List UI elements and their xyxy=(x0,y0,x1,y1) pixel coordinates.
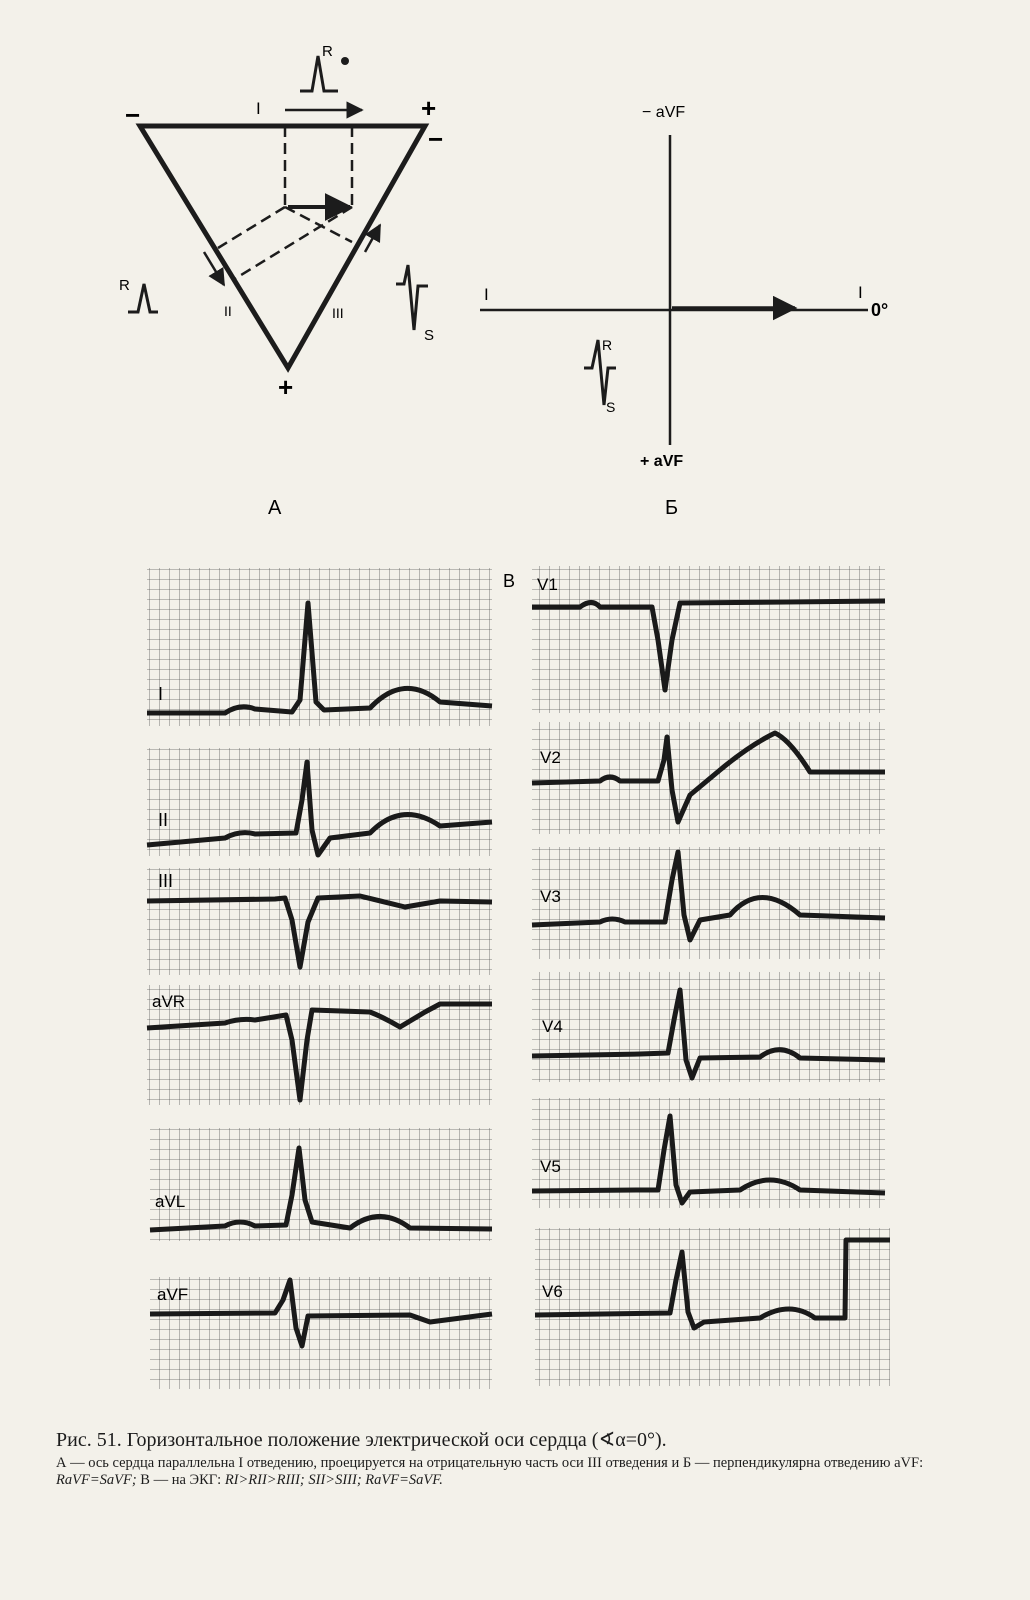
lead-V3-strip xyxy=(532,847,885,959)
lead-aVL-strip xyxy=(150,1128,492,1241)
lead-V5-strip-label: V5 xyxy=(540,1157,561,1176)
lead-V5-strip xyxy=(532,1098,885,1208)
lead-II-strip-label: II xyxy=(158,810,169,830)
chest-leads xyxy=(503,566,890,1386)
plus-bottom-label: + xyxy=(278,372,294,402)
panel-b-label: Б xyxy=(665,497,679,519)
lead-III-strip-label: III xyxy=(158,871,174,891)
minus-left-label: − xyxy=(125,100,141,130)
limb-leads xyxy=(147,568,492,1389)
lead-II-complex xyxy=(119,277,158,312)
caption-text-2: В — на ЭКГ: xyxy=(140,1472,222,1488)
caption-title: Рис. 51. Горизонтальное положение электрической оси сердца (∢α=0°). xyxy=(56,1429,667,1451)
projection-lines xyxy=(218,126,352,280)
lead-V1-strip-label: V1 xyxy=(537,575,558,594)
caption-eq-4: RaVF=SaVF. xyxy=(365,1472,443,1488)
lead-II-r-label: R xyxy=(119,277,130,294)
lead-V2-strip-label: V2 xyxy=(540,748,561,767)
avf-complex xyxy=(584,337,616,415)
caption-eq-1: RaVF=SaVF; xyxy=(56,1472,137,1488)
einthoven-triangle xyxy=(140,126,425,368)
lead-V6-strip-label: V6 xyxy=(542,1282,563,1301)
lead-V6-strip xyxy=(535,1228,890,1386)
lead-aVR-strip-label: aVR xyxy=(152,992,186,1011)
lead-I-strip xyxy=(147,568,492,726)
lead-aVL-strip-label: aVL xyxy=(155,1192,186,1211)
lead-I-right-label: I xyxy=(858,283,863,302)
avf-s-label: S xyxy=(606,399,616,415)
lead-I-label: I xyxy=(256,99,261,118)
panel-b xyxy=(480,104,888,519)
panel-a-label: А xyxy=(268,497,282,519)
figure-caption xyxy=(56,1428,1001,1489)
plus-right-label: + xyxy=(421,93,437,123)
lead-V4-strip-label: V4 xyxy=(542,1017,563,1036)
caption-eq-2: RI>RII>RIII; xyxy=(224,1472,305,1488)
lead-I-r-label: R xyxy=(322,43,333,60)
lead-III-complex xyxy=(396,265,434,344)
spot xyxy=(341,57,349,65)
lead-III-strip xyxy=(147,868,492,975)
minus-right-label: − xyxy=(428,124,444,154)
panel-a xyxy=(119,43,443,519)
lead-V2-strip xyxy=(532,722,885,834)
lead-III-s-label: S xyxy=(424,327,435,344)
lead-aVF-strip-label: aVF xyxy=(157,1285,189,1304)
caption-eq-3: SII>SIII; xyxy=(308,1472,362,1488)
pos-avf-label: + aVF xyxy=(640,453,684,470)
lead-V3-strip-label: V3 xyxy=(540,887,561,906)
lead-II-strip xyxy=(147,748,492,856)
lead-II-label: II xyxy=(224,303,232,319)
lead-I-left-label: I xyxy=(484,285,489,304)
lead-aVF-strip xyxy=(150,1277,492,1389)
zero-degree-label: 0° xyxy=(871,300,889,320)
caption-body xyxy=(56,1455,1001,1489)
lead-I-strip-label: I xyxy=(158,684,164,704)
lead-aVR-strip xyxy=(147,985,492,1105)
neg-avf-label: − aVF xyxy=(642,104,686,121)
lead-V1-strip xyxy=(532,566,885,713)
lead-III-label: III xyxy=(332,305,344,321)
avf-r-label: R xyxy=(602,337,613,353)
panel-v-label: В xyxy=(503,571,516,591)
panel-v xyxy=(147,566,890,1389)
caption-text-1: А — ось сердца параллельна I отведению, проецируется на отрицательную часть оси III отведения и Б — перпендикулярна отведению aVF: xyxy=(56,1455,924,1471)
lead-V4-strip xyxy=(532,972,885,1082)
lead-I-complex xyxy=(300,43,349,91)
